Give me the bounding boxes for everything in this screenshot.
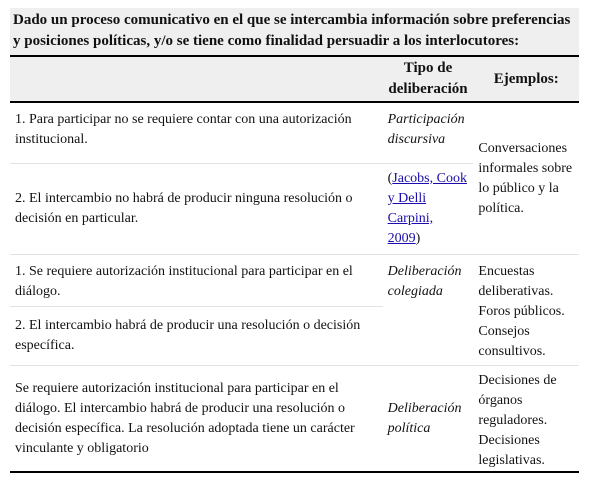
citation-close: ) bbox=[415, 231, 421, 246]
condition-cell: Se requiere autorización institucional para participar en el diálogo. El intercambio habrá de producir una resolución o decisión específica. La resolución adoptada tiene un carácter vinculante y obligatorio bbox=[10, 366, 383, 473]
citation-cell bbox=[383, 164, 474, 255]
table-caption: Dado un proceso comunicativo en el que se intercambia información sobre preferencias y posiciones políticas, y/o se tiene como finalidad persuadir a los interlocutores: bbox=[10, 8, 579, 56]
condition-cell: 2. El intercambio no habrá de producir ninguna resolución o decisión en particular. bbox=[10, 164, 383, 255]
table-row bbox=[10, 366, 579, 473]
type-cell-empty bbox=[383, 307, 474, 366]
deliberation-table-container bbox=[10, 8, 579, 473]
condition-cell: 1. Para participar no se requiere contar con una autorización institucional. bbox=[10, 102, 383, 164]
deliberation-table bbox=[10, 8, 579, 473]
header-row bbox=[10, 56, 579, 102]
type-cell: Participación discursiva bbox=[383, 102, 474, 164]
citation-link[interactable]: Jacobs, Cook y Delli Carpini, 2009 bbox=[387, 171, 467, 246]
citation-open: ( bbox=[387, 171, 393, 186]
header-ejemplos: Ejemplos: bbox=[473, 56, 579, 102]
examples-cell: Decisiones de órganos reguladores. Decisiones legislativas. bbox=[473, 366, 579, 473]
type-cell: Deliberación política bbox=[383, 366, 474, 473]
condition-cell: 2. El intercambio habrá de producir una resolución o decisión específica. bbox=[10, 307, 383, 366]
type-cell: Deliberación colegiada bbox=[387, 264, 462, 299]
header-tipo: Tipo de deliberación bbox=[383, 56, 474, 102]
table-row bbox=[10, 255, 579, 307]
table-row bbox=[10, 102, 579, 164]
examples-cell: Conversaciones informales sobre lo público y la política. bbox=[473, 102, 579, 255]
condition-cell: 1. Se requiere autorización institucional para participar en el diálogo. bbox=[10, 255, 383, 307]
header-empty bbox=[10, 56, 383, 102]
examples-cell: Encuestas deliberativas. Foros públicos. Consejos consultivos. bbox=[473, 255, 579, 366]
